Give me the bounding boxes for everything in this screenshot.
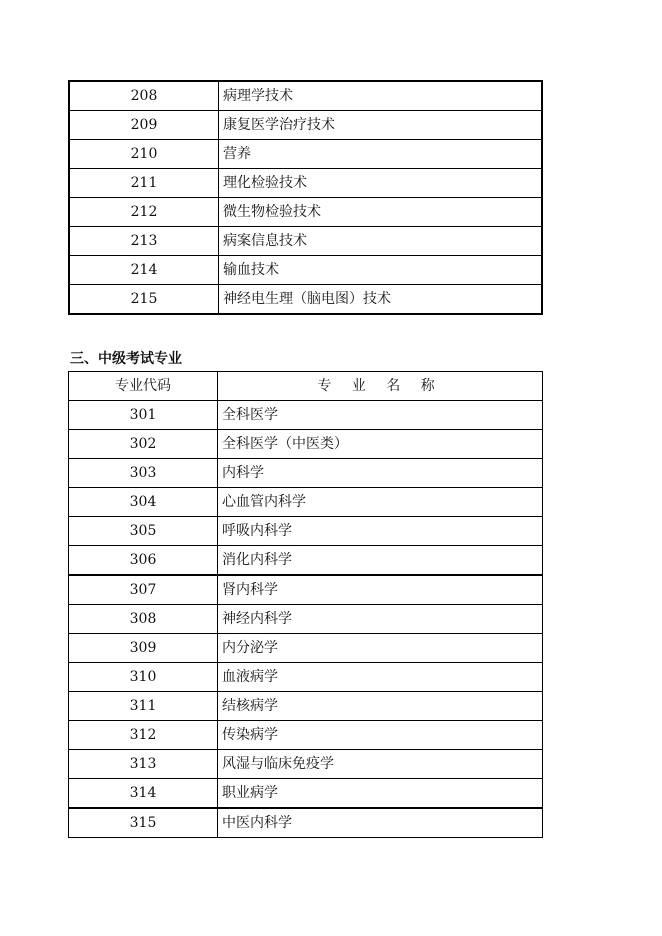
specialty-code: 214 [69,256,219,285]
specialty-code: 303 [69,459,218,488]
table-row [69,634,543,663]
specialty-name: 风湿与临床免疫学 [218,750,543,779]
specialty-table-2xx [68,80,543,315]
intermediate-specialty-table [68,371,543,838]
specialty-name: 康复医学治疗技术 [219,111,543,140]
table-row [69,198,542,227]
specialty-name: 呼吸内科学 [218,517,543,546]
specialty-code: 215 [69,285,219,315]
specialty-name: 心血管内科学 [218,488,543,517]
header-name: 专 业 名 称 [218,372,543,401]
specialty-name: 病理学技术 [219,81,543,111]
section-heading: 三、中级考试专业 [70,351,182,367]
table-row [69,169,542,198]
specialty-name: 血液病学 [218,663,543,692]
table-row [69,517,543,546]
table-row [69,401,543,430]
specialty-code: 209 [69,111,219,140]
specialty-code: 208 [69,81,219,111]
specialty-name: 肾内科学 [218,575,543,605]
specialty-name: 内分泌学 [218,634,543,663]
specialty-code: 304 [69,488,218,517]
specialty-code: 307 [69,575,218,605]
specialty-name: 结核病学 [218,692,543,721]
specialty-code: 308 [69,605,218,634]
specialty-code: 213 [69,227,219,256]
specialty-code: 309 [69,634,218,663]
specialty-name: 营养 [219,140,543,169]
table-row [69,692,543,721]
table-row [69,81,542,111]
specialty-code: 305 [69,517,218,546]
table-row [69,430,543,459]
table-row [69,285,542,315]
header-code: 专业代码 [69,372,218,401]
specialty-name: 消化内科学 [218,546,543,576]
table-row [69,488,543,517]
table-row [69,546,543,576]
specialty-name: 神经内科学 [218,605,543,634]
specialty-code: 311 [69,692,218,721]
table-row [69,808,543,838]
table-header-row [69,372,543,401]
specialty-code: 210 [69,140,219,169]
specialty-name: 职业病学 [218,779,543,809]
specialty-code: 212 [69,198,219,227]
specialty-name: 中医内科学 [218,808,543,838]
table-row [69,111,542,140]
table-row [69,227,542,256]
specialty-code: 302 [69,430,218,459]
specialty-code: 312 [69,721,218,750]
table-row [69,779,543,809]
specialty-name: 输血技术 [219,256,543,285]
table-row [69,140,542,169]
table-row [69,575,543,605]
specialty-name: 神经电生理（脑电图）技术 [219,285,543,315]
specialty-name: 全科医学 [218,401,543,430]
specialty-code: 306 [69,546,218,576]
specialty-name: 微生物检验技术 [219,198,543,227]
table-row [69,750,543,779]
specialty-name: 全科医学（中医类） [218,430,543,459]
table-row [69,663,543,692]
specialty-code: 211 [69,169,219,198]
specialty-code: 314 [69,779,218,809]
specialty-code: 310 [69,663,218,692]
table-row [69,605,543,634]
table-row [69,721,543,750]
specialty-name: 内科学 [218,459,543,488]
specialty-name: 病案信息技术 [219,227,543,256]
specialty-code: 315 [69,808,218,838]
specialty-code: 301 [69,401,218,430]
table-row [69,459,543,488]
specialty-name: 理化检验技术 [219,169,543,198]
table-row [69,256,542,285]
specialty-name: 传染病学 [218,721,543,750]
specialty-code: 313 [69,750,218,779]
